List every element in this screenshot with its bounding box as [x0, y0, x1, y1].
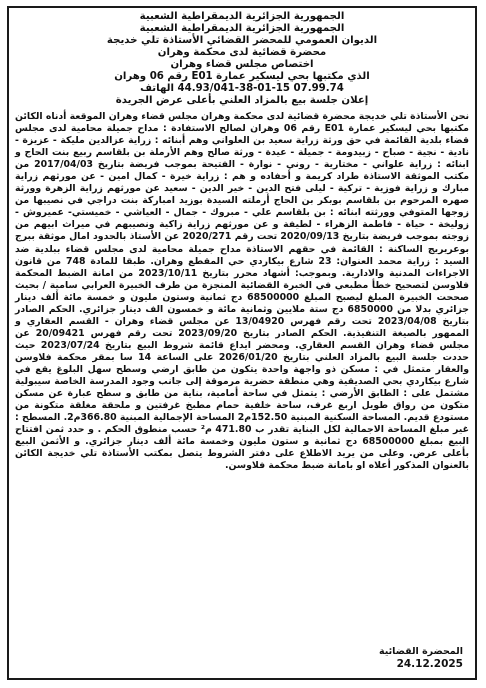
notice-header: [15, 11, 469, 107]
header-line: الجمهورية الجزائرية الديمقراطية الشعبية: [139, 11, 345, 22]
signature-date: 24.12.2025: [396, 658, 463, 670]
header-line: محضرة قضائية لدى محكمة وهران: [157, 47, 327, 58]
header-line: الديوان العمومي للمحضر القضائي الأستاذة تلي خديجة: [106, 35, 378, 46]
header-line: الجمهورية الجزائرية الديمقراطية الشعبية: [139, 23, 345, 34]
signature-block: [379, 646, 463, 670]
notice-body: نحن الأستاذة تلي خديجة محضرة قضائية لدى محكمة وهران مجلس قضاء وهران الموقعة أدناه الكائن مكتبها بحي ليسكير عمارة E01 رقم 06 وهران لصالح الاستفادة : مداح جميلة محامية لدى مجلس قضاء بلدية القائمة في حق ورثة زراية سعيد بن العلواني وهم أبنائه : زراية عزالدين مليكة - عزيزة - نادية - نجية - صباح - زبيدومة - جميلة - عيدة - ورثة صالح وهم الأرملة بن بلقاسم ربيع بنت الحاج و ابنائه : زراية علواني - مختارية - روني - نوارة - الفتيحة بموجب فريضة بتاريخ 2017/04/03 من مكتب الموثقة الاستاذة طراد كريمة و أحفاده و هم : زراية خيرة - كمال امين - عن مورثهم زراية مبارك و زراية فوزية - تركية - ليلى فتح الدين - خير الدين - سعيد عن مورثهم زراية الزهرة وورثة صهره المرحوم بن بلقاسم بوبكر بن الحاج أرملته السيدة بوزيد امباركة بنت دراجي في نصيبها من زوجها المتوفي وورثته ابنائه : بن بلقاسم علي - مبروك - جمال - العياشي - خميستي- عميروش - زوليخة - حياة - فاطمة الزهراء - لطيفة و عن مورثهم زراية زاكية ونصيبهم في ميراث ابيهم من زوجته بموجب فريضة بتاريخ 2020/09/13 تحت رقم 2020/271 عن الأستاذ بالحدود امال موثقة ببرج بوعريريج الساكنة : القائمة في حقهم الاستاذة مداح جميلة محامية لدى مجلس قضاء ببلدية ضد السيد : زراية محمد العنوان: 23 شارع بيكاردي حي المقطع وهران. طبقا للمادة 748 من قانون الاجراءات المدنية والادارية. وبموجب: أشهاد محرر بتاريخ 2023/10/11 من امانة الضبط المحكمة فلاوسن لتصحيح خطأ مطبعي في الخبرة القضائية المنجزة من طرف الخبيرة العرابي سامية / بحيث صححت الخبيرة المبلغ ليصبح المبلغ 68500000 دج ثمانية وستون مليون و خمسة مائة ألف دينار جزائري بدلا من 6850000 دج ستة ملايين وثمانية مائة و خمسون الف دينار جزائري. الحكم الصادر بتاريخ 2023/04/08 تحت رقم فهرس 13/04920 عن مجلس قضاء وهران - القسم العقاري و الممهور بالصيغة التنفيذية. الحكم الصادر بتاريخ 2023/09/20 تحت رقم فهرس 20/09421 عن مجلس قضاء وهران القسم العقاري. ومحضر ايداع قائمة شروط البيع بتاريخ 2023/07/24 حيث حددت جلسة البيع بالمزاد العلني بتاريخ 2026/01/20 على الساعة 14 سا بمقر محكمة فلاوسن والعقار متمثل في : مسكن ذو واجهة واحدة يتكون من طابق ارضي وسطح سهل البلوغ يقع في شارع بيكاردي بحي الصديقية وهي منطقة حضرية مرموقة إلى جانب وجود المدرسة الخاصة سيبولية مشتمل على : الطابق الأرضي : يتمثل في ساحة أمامية، بناية من طابق و سطح عبارة عن مسكن متكون من رواق طويل اربع غرف، ساحة خلفية حمام مطبخ غرفتين و ملحقة مغلقة متكونة من مستودع قديم. المساحة السكنية المبنية 152.50م2 المساحة الإجمالية المبنية 366.80م2. المسطح : غير مبلغ المساحة الاجمالية لكل البناية تقدر ب 471.80 م² حسب منطوق الحكم . و حدد ثمن افتتاح البيع بمبلغ 68500000 دج ثمانية و ستون مليون وخمسة مائة ألف دينار جزائري. و الأثمن البيع بأعلى عرض. وعلى من يريد الاطلاع على دفتر الشروط يتصل بمكتب الأستاذة تلي خديجة الكائن بالعنوان المذكور أعلاه او بامانة ضبط محكمة فلاوسن.: [15, 111, 470, 472]
header-line: إعلان جلسة بيع بالمزاد العلني بأعلى عرض الجريدة: [115, 95, 369, 106]
header-line: الذي مكتبها بحي ليسكير عمارة E01 رقم 06 وهران: [114, 71, 370, 82]
signature-title: المحضرة القضائية: [378, 646, 463, 657]
header-line: 07.99.74 44.93/041-38-01-15 الهاتف: [140, 83, 344, 94]
legal-notice: [7, 6, 477, 680]
header-line: اختصاص مجلس قضاء وهران: [170, 59, 314, 70]
